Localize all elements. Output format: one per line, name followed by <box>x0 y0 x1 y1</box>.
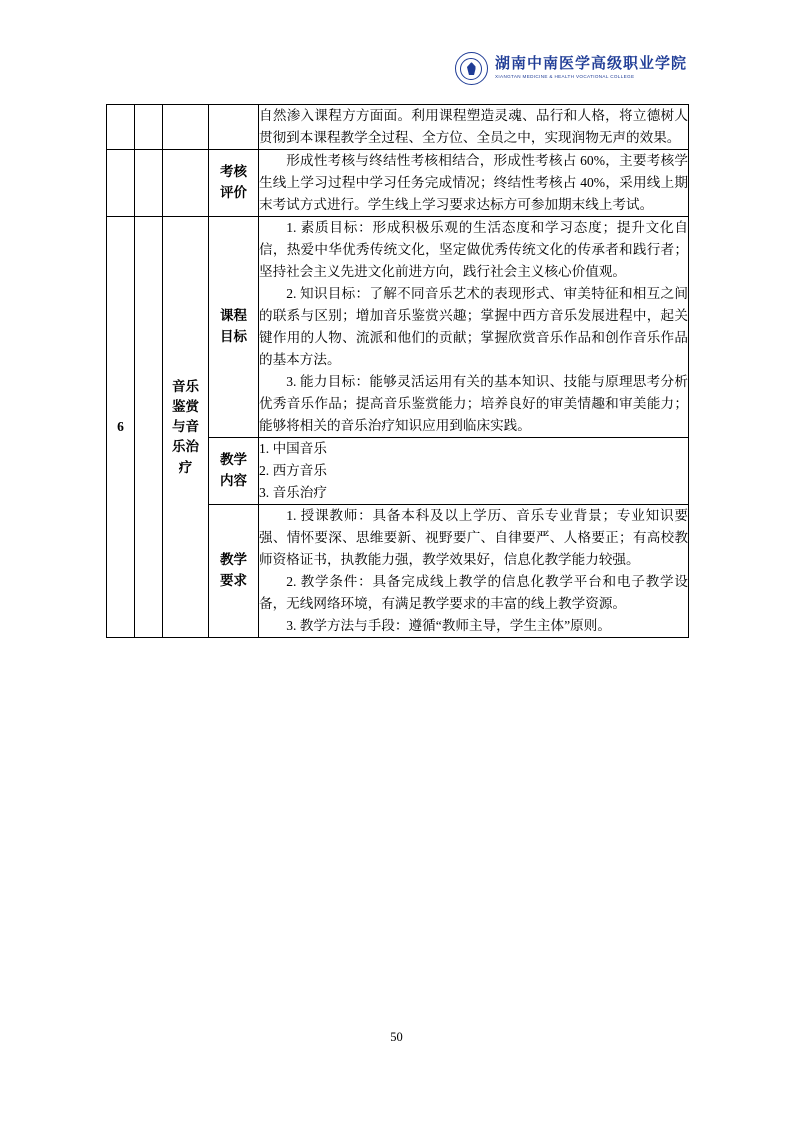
course-name-cell <box>163 150 209 217</box>
row-content-cell <box>259 217 689 438</box>
label-text: 课程目标 <box>220 308 247 345</box>
row-content-cell <box>259 438 689 505</box>
row-number-cell <box>107 150 135 217</box>
paragraph: 2. 西方音乐 <box>259 463 327 479</box>
label-text: 考核评价 <box>220 164 247 201</box>
table-row <box>107 217 689 438</box>
college-logo <box>455 52 687 85</box>
row-spacer-cell <box>135 150 163 217</box>
table-row <box>107 105 689 150</box>
paragraph: 1. 素质目标：形成积极乐观的生活态度和学习态度；提升文化自信，热爱中华优秀传统文化，坚定做优秀传统文化的传承者和践行者；坚持社会主义先进文化前进方向，践行社会主义核心价值观。 <box>259 220 688 280</box>
row-spacer-cell <box>135 217 163 638</box>
row-content-cell <box>259 150 689 217</box>
row-label-cell <box>209 505 259 638</box>
paragraph: 1. 中国音乐 <box>259 441 327 457</box>
course-name-text: 音乐鉴赏与音乐治疗 <box>172 378 199 475</box>
course-outline-table <box>106 104 689 638</box>
paragraph: 3. 教学方法与手段：遵循“教师主导，学生主体”原则。 <box>286 618 611 634</box>
page-number: 50 <box>390 1030 403 1044</box>
table-row <box>107 150 689 217</box>
college-logo-text <box>495 57 687 80</box>
row-label-cell <box>209 150 259 217</box>
row-number-cell <box>107 105 135 150</box>
paragraph: 自然渗入课程方方面面。利用课程塑造灵魂、品行和人格，将立德树人贯彻到本课程教学全过程、全方位、全员之中，实现润物无声的效果。 <box>259 108 688 146</box>
row-number-cell: 6 <box>107 217 135 638</box>
paragraph: 3. 能力目标：能够灵活运用有关的基本知识、技能与原理思考分析优秀音乐作品；提高音乐鉴赏能力；培养良好的审美情趣和审美能力；能够将相关的音乐治疗知识应用到临床实践。 <box>259 374 688 434</box>
row-label-cell <box>209 438 259 505</box>
row-content-cell <box>259 105 689 150</box>
paragraph: 2. 教学条件：具备完成线上教学的信息化教学平台和电子教学设备，无线网络环境，有满足教学要求的丰富的线上教学资源。 <box>259 574 688 612</box>
college-name-cn: 湖南中南医学高级职业学院 <box>494 56 687 73</box>
row-label-cell <box>209 217 259 438</box>
label-text: 教学要求 <box>220 552 247 589</box>
label-text: 教学内容 <box>220 452 247 489</box>
college-name-en: XIANGTAN MEDICINE & HEALTH VOCATIONAL COLLEGE <box>494 74 635 80</box>
paragraph: 形成性考核与终结性考核相结合，形成性考核占 60%，主要考核学生线上学习过程中学习任务完成情况；终结性考核占 40%，采用线上期末考试方式进行。学生线上学习要求达标方可参加期末线上考试。 <box>259 153 688 213</box>
row-spacer-cell <box>135 105 163 150</box>
paragraph: 3. 音乐治疗 <box>259 485 327 501</box>
paragraph: 1. 授课教师：具备本科及以上学历、音乐专业背景；专业知识要强、情怀要深、思维要新、视野要广、自律要严、人格要正；有高校教师资格证书，执教能力强，教学效果好，信息化教学能力较强。 <box>259 508 688 568</box>
page-header <box>0 52 793 96</box>
course-name-cell <box>163 217 209 638</box>
paragraph: 2. 知识目标：了解不同音乐艺术的表现形式、审美特征和相互之间的联系与区别；增加音乐鉴赏兴趣；掌握中西方音乐发展进程中，起关键作用的人物、流派和他们的贡献；掌握欣赏音乐作品和创作音乐作品的基本方法。 <box>259 286 688 368</box>
course-name-cell <box>163 105 209 150</box>
page-footer <box>0 1030 793 1045</box>
row-content-cell <box>259 505 689 638</box>
row-label-cell <box>209 105 259 150</box>
college-emblem-icon <box>455 52 488 85</box>
